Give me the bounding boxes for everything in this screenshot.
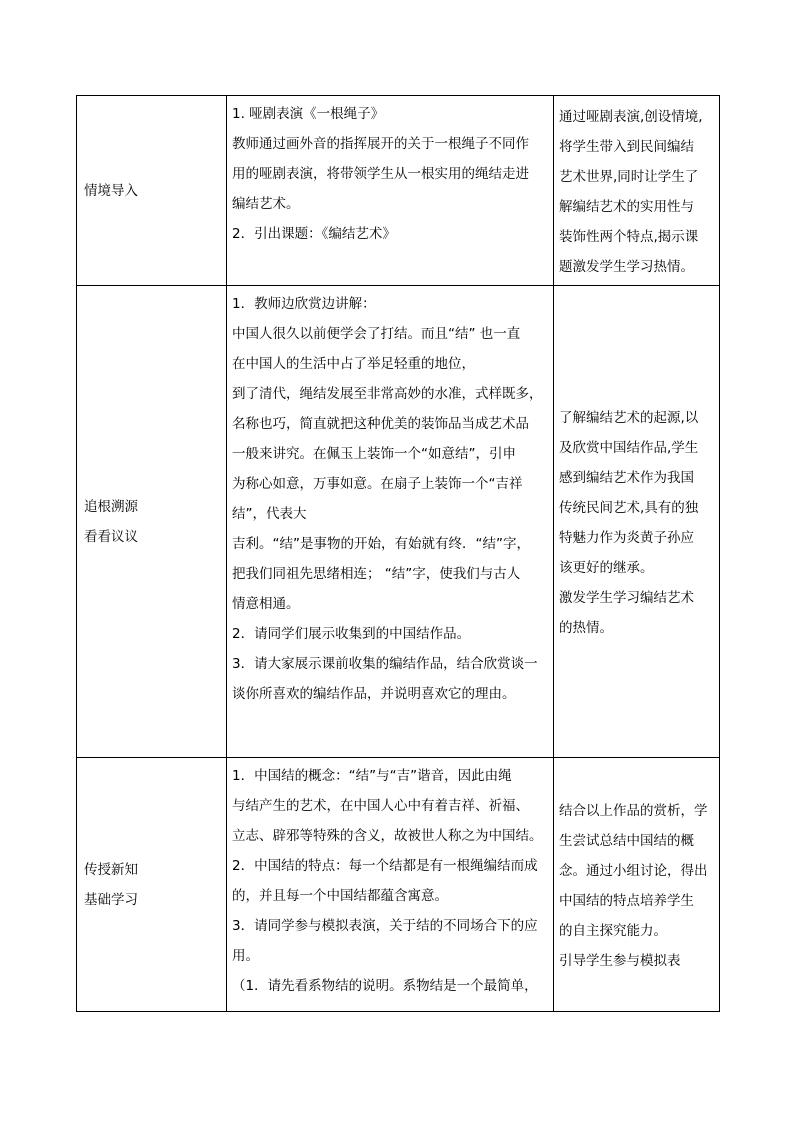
stage-cell [77, 758, 227, 1012]
process-line: 把我们同祖先思绪相连； “结”字，使我们与古人 [232, 566, 521, 582]
process-line: 用。 [232, 948, 259, 964]
stage-label: 追根溯源 [84, 498, 138, 515]
intent-line: 传统民间艺术,具有的独 [559, 500, 699, 516]
lesson-plan-table [76, 95, 720, 1012]
process-line: 1．中国结的概念：“结”与“吉”谐音，因此由绳 [232, 768, 512, 784]
process-line: 一般来讲究。在佩玉上装饰一个“如意结”，引申 [232, 446, 516, 462]
process-cell [227, 286, 554, 758]
process-line: 1．教师边欣赏边讲解： [232, 296, 376, 312]
table-row [77, 758, 720, 1012]
process-line: 用的哑剧表演，将带领学生从一根实用的绳结走进 [232, 166, 529, 182]
process-cell [227, 758, 554, 1012]
process-line: 情意相通。 [232, 596, 300, 612]
intent-cell [554, 286, 720, 758]
intent-line: 的热情。 [559, 620, 613, 636]
intent-line: 特魅力作为炎黄子孙应 [559, 530, 694, 546]
intent-line: 激发学生学习编结艺术 [559, 590, 694, 606]
intent-line: 题激发学生学习热情。 [559, 259, 694, 275]
process-line: 结”，代表大 [232, 506, 307, 522]
process-line: 名称也巧，简直就把这种优美的装饰品当成艺术品 [232, 416, 529, 432]
stage-cell [77, 286, 227, 758]
intent-cell [554, 758, 720, 1012]
process-line: 到了清代，绳结发展至非常高妙的水准，式样既多， [232, 386, 543, 402]
intent-line: 结合以上作品的赏析，学 [559, 803, 708, 819]
process-line: 2．引出课题：《编结艺术》 [232, 226, 396, 242]
process-line: 在中国人的生活中占了举足轻重的地位， [232, 356, 475, 372]
process-line: （1．请先看系物结的说明。系物结是一个最简单， [232, 978, 538, 994]
intent-line: 将学生带入到民间编结 [559, 139, 694, 155]
stage-label: 情境导入 [84, 182, 138, 199]
process-line: 教师通过画外音的指挥展开的关于一根绳子不同作 [232, 136, 529, 152]
process-line: 3．请大家展示课前收集的编结作品，结合欣赏谈一 [232, 656, 538, 672]
intent-line: 生尝试总结中国结的概 [559, 833, 694, 849]
stage-cell [77, 96, 227, 286]
stage-label: 看看议议 [84, 528, 138, 545]
intent-line: 该更好的继承。 [559, 560, 654, 576]
intent-line: 装饰性两个特点,揭示课 [559, 229, 699, 245]
process-cell [227, 96, 554, 286]
process-line: 吉利。“结”是事物的开始，有始就有终．“结”字， [232, 536, 530, 552]
process-line: 1. 哑剧表演《一根绳子》 [232, 106, 385, 122]
intent-line: 的自主探究能力。 [559, 923, 667, 939]
intent-line: 通过哑剧表演,创设情境, [559, 109, 703, 125]
table-row [77, 286, 720, 758]
table-row [77, 96, 720, 286]
intent-line: 引导学生参与模拟表 [559, 953, 681, 969]
intent-line: 及欣赏中国结作品,学生 [559, 440, 699, 456]
stage-label: 基础学习 [84, 891, 138, 908]
process-line: 2．中国结的特点：每一个结都是有一根绳编结而成 [232, 858, 538, 874]
process-line: 与结产生的艺术，在中国人心中有着吉祥、祈福、 [232, 798, 529, 814]
process-line: 立志、辟邪等特殊的含义，故被世人称之为中国结。 [232, 828, 543, 844]
process-line: 中国人很久以前便学会了打结。而且“结” 也一直 [232, 326, 521, 342]
intent-line: 艺术世界,同时让学生了 [559, 169, 699, 185]
process-line: 的，并且每一个中国结都蕴含寓意。 [232, 888, 448, 904]
process-line: 2．请同学们展示收集到的中国结作品。 [232, 626, 471, 642]
process-line: 为称心如意，万事如意。在扇子上装饰一个“吉祥 [232, 476, 523, 492]
intent-line: 念。通过小组讨论，得出 [559, 863, 708, 879]
intent-line: 解编结艺术的实用性与 [559, 199, 694, 215]
stage-label: 传授新知 [84, 861, 138, 878]
process-line: 编结艺术。 [232, 196, 300, 212]
intent-line: 中国结的特点培养学生 [559, 893, 694, 909]
process-line: 3．请同学参与模拟表演，关于结的不同场合下的应 [232, 918, 538, 934]
intent-line: 了解编结艺术的起源,以 [559, 410, 699, 426]
process-line: 谈你所喜欢的编结作品，并说明喜欢它的理由。 [232, 686, 516, 702]
intent-line: 感到编结艺术作为我国 [559, 470, 694, 486]
intent-cell [554, 96, 720, 286]
